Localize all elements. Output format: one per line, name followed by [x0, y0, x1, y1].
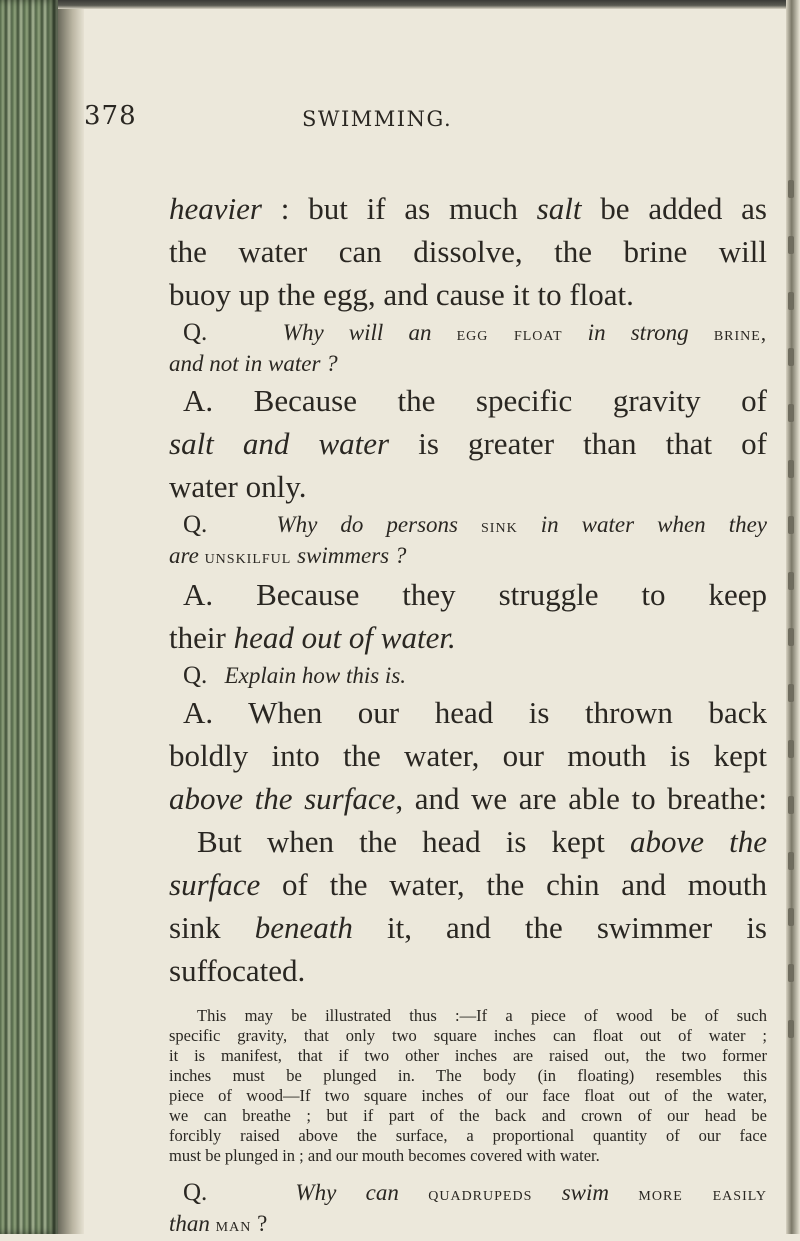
question-prefix: Q.: [183, 511, 208, 538]
answer-prefix: A.: [183, 383, 214, 418]
answer-1: A. Because the specific gravity of salt and water is greater than that of water only.: [169, 383, 767, 504]
question-2: Q. Why do persons sink in water when they are unskilful swimmers ?: [169, 511, 767, 568]
book-spine: [0, 0, 58, 1234]
page-gutter: [58, 0, 84, 1234]
answer-prefix: A.: [183, 577, 214, 612]
note-line: forcibly raised above the surface, a proportional quantity of our face: [169, 1126, 767, 1145]
question-prefix: Q.: [183, 1179, 208, 1206]
note-line: inches must be plunged in. The body (in floating) resembles this: [169, 1066, 767, 1085]
question-3: Q. Explain how this is.: [169, 661, 767, 690]
text-line: heavier : but if as much salt be added as: [169, 191, 767, 226]
note-line: it is manifest, that if two other inches are raised out, the two former: [169, 1046, 767, 1065]
answer-3: A. When our head is thrown back boldly into the water, our mouth is kept above the surface, and we are able to breathe: But when the head is kept above the surface of the water, the chin and mouth sink beneath it, and the swimmer is suffocated.: [169, 695, 767, 988]
question-prefix: Q.: [183, 662, 208, 689]
intro-paragraph: [169, 187, 767, 316]
illustration-note: [169, 1006, 767, 1166]
page-edge-marks: [788, 180, 796, 1080]
note-line: must be plunged in ; and our mouth becomes covered with water.: [169, 1146, 600, 1165]
note-line: we can breathe ; but if part of the back and crown of our head be: [169, 1106, 767, 1125]
note-line: specific gravity, that only two square inches can float out of water ;: [169, 1026, 767, 1045]
question-prefix: Q.: [183, 319, 208, 346]
question-4: Q. Why can quadrupeds swim more easily than man ?: [169, 1179, 767, 1236]
note-line: piece of wood—If two square inches of our face float out of the water,: [169, 1086, 767, 1105]
page-body: [169, 187, 767, 1241]
running-head: SWIMMING.: [302, 107, 453, 131]
page-number: 378: [84, 101, 137, 131]
question-1: Q. Why will an egg float in strong brine, and not in water ?: [169, 319, 767, 376]
text-line: the water can dissolve, the brine will: [169, 234, 767, 269]
note-line: This may be illustrated thus :—If a piece of wood be of such: [197, 1006, 767, 1025]
text-line: buoy up the egg, and cause it to float.: [169, 277, 634, 312]
top-edge: [58, 0, 800, 9]
answer-2: A. Because they struggle to keep their head out of water.: [169, 577, 767, 655]
answer-prefix: A.: [183, 695, 214, 730]
